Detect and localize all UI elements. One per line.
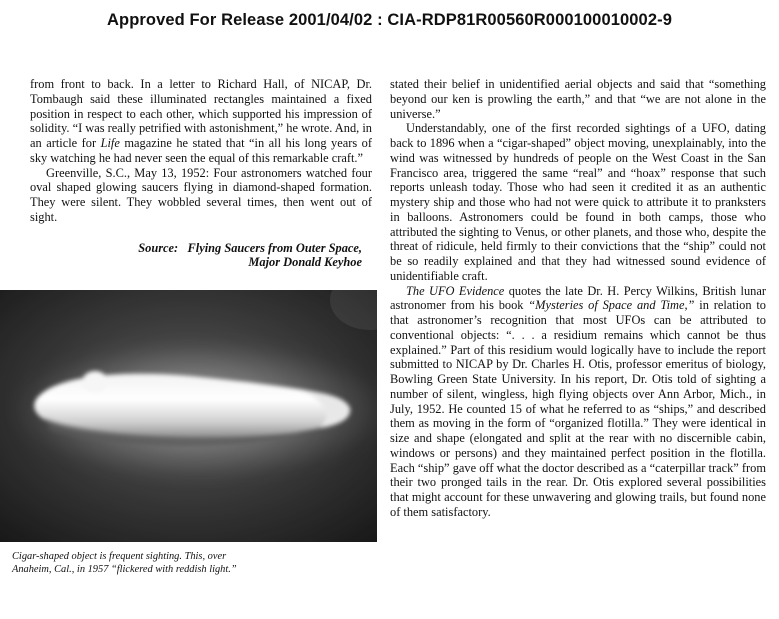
photo-caption xyxy=(12,551,374,576)
source-title: Flying Saucers from Outer Space, xyxy=(187,240,362,255)
right-paragraph-1: stated their belief in unidentified aerial objects and said that “something beyond our ken is prowling the earth,” and that “we are not alone in the universe.” xyxy=(390,77,766,121)
right-p3-text-b: in relation to that astronomer’s recognition that most UFOs can be attributed to conventional objects: “. . . a residium remains which cannot be thus explained.” Part of this residium would logically have to include the report submitted to NICAP by Dr. Charles H. Otis, professor emeritus of biology, Bowling Green State University. In his report, Dr. Otis told of sighting a number of silent, wingless, high flying objects over Ann Arbor, Mich., in July, 1952. He counted 15 of what he referred to as “ships,” and described them as moving in the form of “organized flotilla.” They were identical in size and shape (elongated and split at the rear with no discernible cabin, windows or persons) and they maintained perfect position in the flotilla. Each “ship” gave off what the doctor described as a “caterpillar track” from their two pronged tails in the rear. Dr. Otis explored several possibilities that might account for these unwavering and glowing trails, but found none of them satisfactory. xyxy=(390,298,766,519)
left-p1-text-a: from front to back. In a letter to Richard Hall, of NICAP, Dr. Tombaugh said these illuminated rectangles maintained a fixed position in respect to each other, which supported his impression of solidity. “I was really petrified with astonishment,” he wrote. And, in an article for xyxy=(30,77,372,150)
caption-line-1: Cigar-shaped object is frequent sighting. This, over xyxy=(12,551,227,562)
source-author: Major Donald Keyhoe xyxy=(248,255,362,270)
left-paragraph-2: Greenville, S.C., May 13, 1952: Four astronomers watched four oval shaped glowing saucers flying in diamond-shaped formation. They were silent. They wobbled several times, then went out of sight. xyxy=(30,165,372,224)
mysteries-book-title: “Mysteries of Space and Time,” xyxy=(528,298,695,313)
left-paragraph-1 xyxy=(30,77,372,166)
ufo-evidence-title: The UFO Evidence xyxy=(406,283,505,298)
photo-image xyxy=(0,290,377,542)
life-magazine-title: Life xyxy=(100,136,120,150)
caption-line-2: Anaheim, Cal., in 1957 “flickered with reddish light.” xyxy=(12,563,237,575)
cigar-object-photo xyxy=(0,290,377,542)
release-header: Approved For Release 2001/04/02 : CIA-RDP81R00560R000100010002-9 xyxy=(107,11,672,29)
source-label: Source: xyxy=(138,240,179,255)
right-paragraph-3 xyxy=(390,284,766,520)
right-column xyxy=(390,77,766,520)
right-paragraph-2: Understandably, one of the first recorded sightings of a UFO, dating back to 1896 when a “cigar-shaped” object moving, unexplainably, into the wind was witnessed by hundreds of people on the West Coast in the San Francisco area, triggered the same “real” and “hoax” response that such reports unleash today. Those who had seen it credited it as an authentic mystery ship and those who had not were quick to attribute it to pranksters in balloons. Astronomers could be found in both camps, those who attributed the sighting to Venus, or other planets, and those who, despite the threat of ridicule, held firmly to their convictions that the “ship” could not be so readily explained and that they had witnessed sound evidence of unidentifiable craft. xyxy=(390,121,766,283)
source-citation xyxy=(30,241,372,271)
left-p1-text-b: magazine he stated that “in all his long years of sky watching he had never seen the equal of this remarkable craft.” xyxy=(30,136,372,165)
left-column xyxy=(30,77,372,270)
right-p3-text-a: quotes the late Dr. H. Percy Wilkins, British lunar astronomer from his book xyxy=(390,283,766,313)
